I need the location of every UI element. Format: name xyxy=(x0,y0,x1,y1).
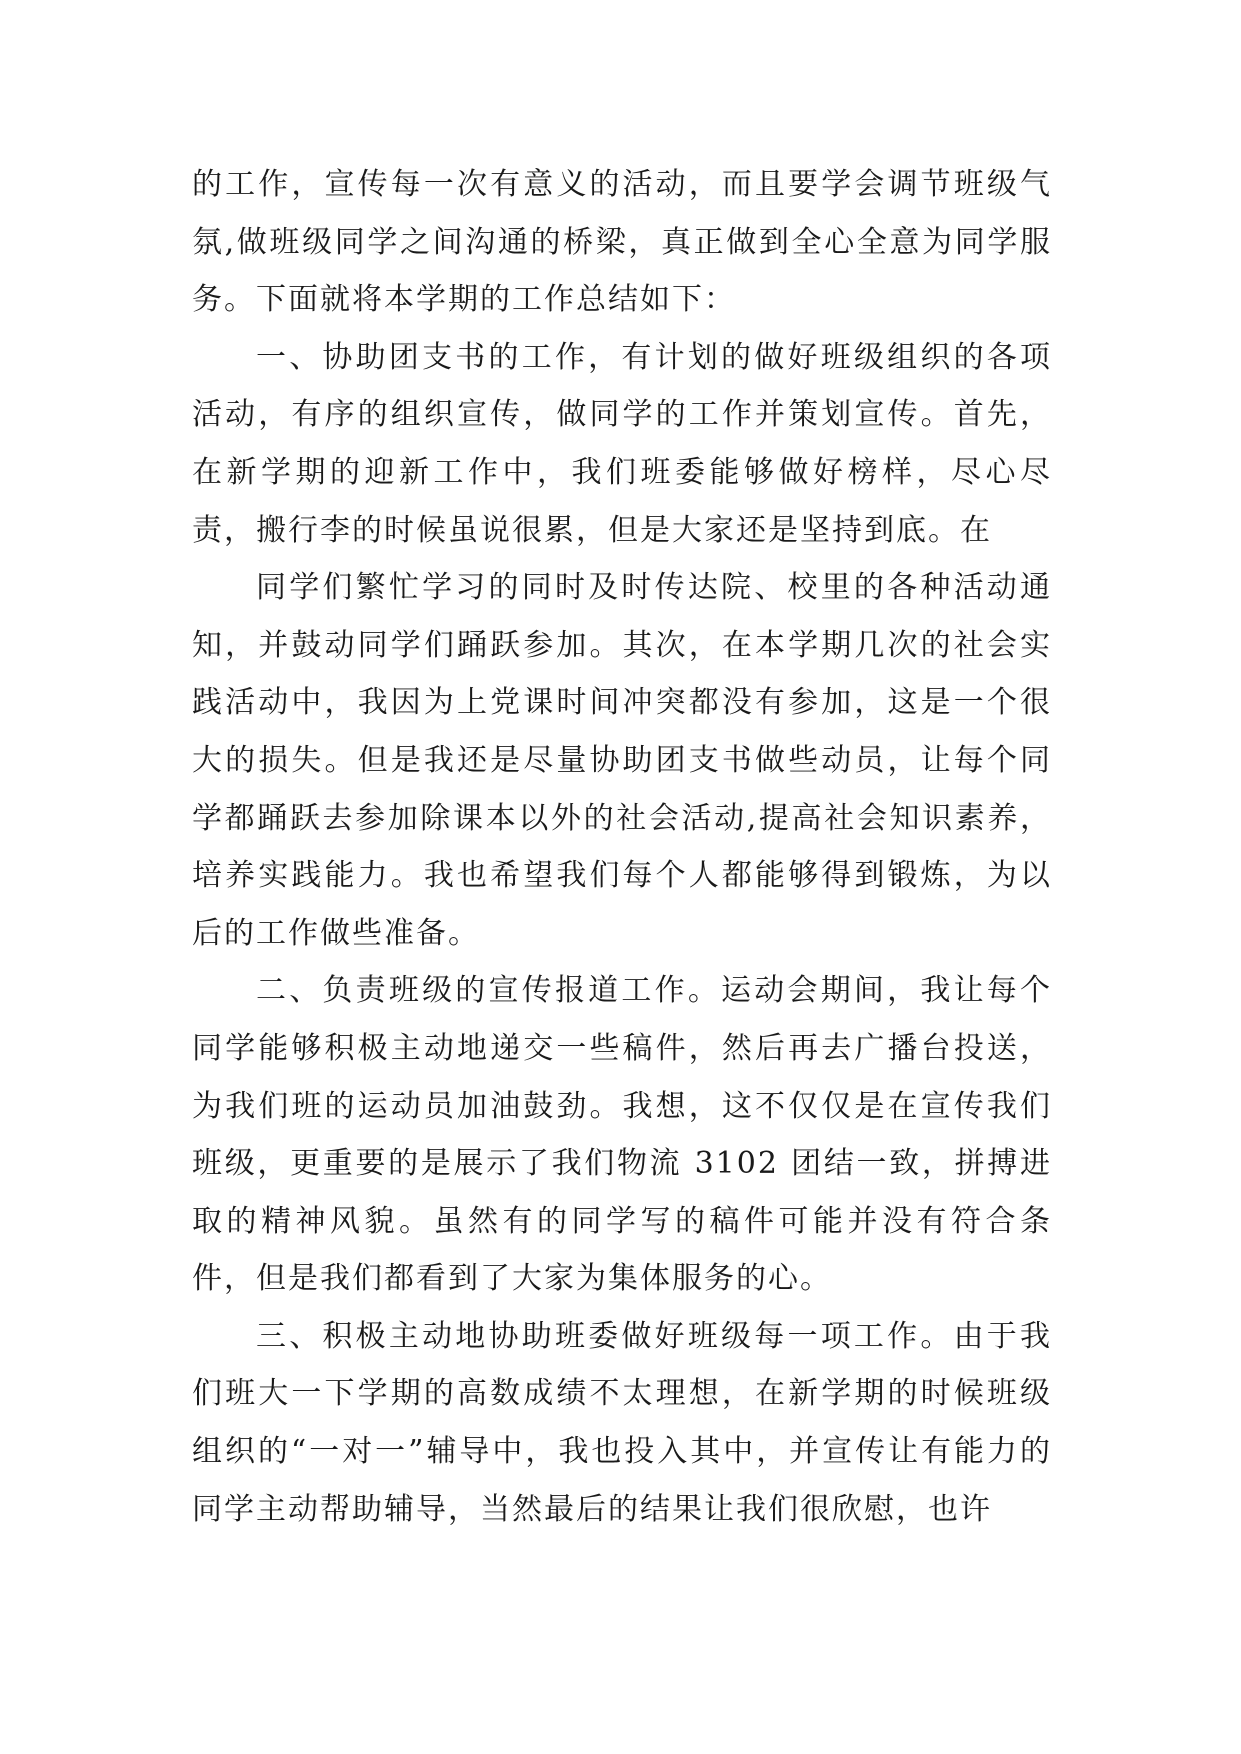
paragraph-section-one-continued: 同学们繁忙学习的同时及时传达院、校里的各种活动通知，并鼓动同学们踊跃参加。其次，在本学期几次的社会实践活动中，我因为上党课时间冲突都没有参加，这是一个很大的损失。但是我还是尽量协助团支书做些动员，让每个同学都踊跃去参加除课本以外的社会活动,提高社会知识素养，培养实践能力。我也希望我们每个人都能够得到锻炼，为以后的工作做些准备。 xyxy=(192,570,1052,951)
document-page xyxy=(192,156,1052,1538)
paragraph-section-one: 一、协助团支书的工作，有计划的做好班级组织的各项活动，有序的组织宣传，做同学的工作并策划宣传。首先，在新学期的迎新工作中，我们班委能够做好榜样，尽心尽责，搬行李的时候虽说很累，但是大家还是坚持到底。在 xyxy=(192,339,1052,548)
paragraph-section-three: 三、积极主动地协助班委做好班级每一项工作。由于我们班大一下学期的高数成绩不太理想，在新学期的时候班级组织的“一对一”辅导中，我也投入其中，并宣传让有能力的同学主动帮助辅导，当然最后的结果让我们很欣慰，也许 xyxy=(192,1318,1052,1527)
paragraph-intro: 的工作，宣传每一次有意义的活动，而且要学会调节班级气氛,做班级同学之间沟通的桥梁，真正做到全心全意为同学服务。下面就将本学期的工作总结如下： xyxy=(192,167,1052,318)
paragraph-section-two: 二、负责班级的宣传报道工作。运动会期间，我让每个同学能够积极主动地递交一些稿件，然后再去广播台投送，为我们班的运动员加油鼓劲。我想，这不仅仅是在宣传我们班级，更重要的是展示了我们物流 3102 团结一致，拼搏进取的精神风貌。虽然有的同学写的稿件可能并没有符合条件，但是我们都看到了大家为集体服务的心。 xyxy=(192,973,1052,1297)
